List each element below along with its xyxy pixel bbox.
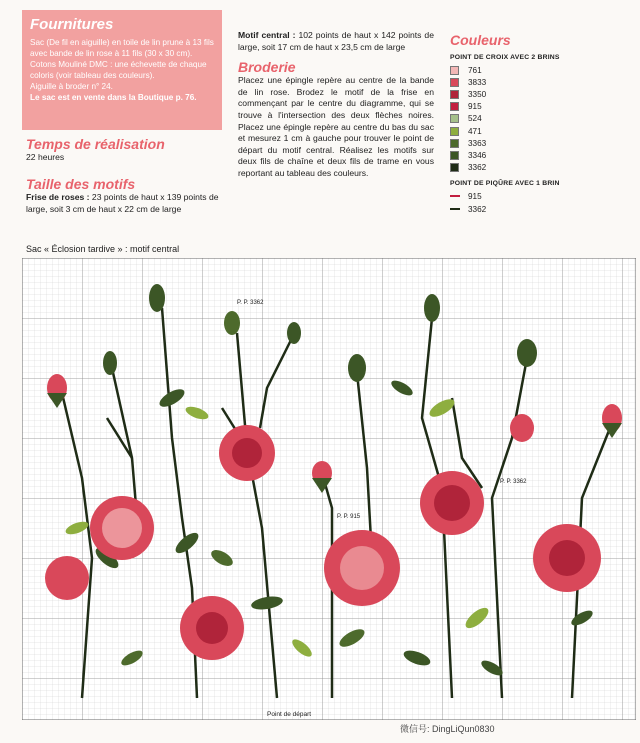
color-code: 3346 [468,150,487,160]
color-code: 3363 [468,138,487,148]
pp-label-1: P. P. 3362 [237,300,264,306]
temps-section [26,136,226,164]
color-swatch [450,151,459,160]
motif-value: 102 points de haut x 142 points de large, soit 17 cm de haut x 23,5 cm de large [238,30,434,52]
color-swatch [450,114,459,123]
croix-color-row [450,162,630,174]
pp-label-3: P. P. 915 [337,514,361,520]
piqure-color-list [450,190,630,216]
color-code: 915 [468,102,482,112]
taille-label: Frise de roses : [26,192,90,202]
piqure-label: POINT DE PIQÛRE AVEC 1 BRIN [450,179,560,187]
motif-broderie-section [238,30,434,180]
color-swatch [450,78,459,87]
line-swatch [450,195,460,197]
color-code: 3362 [468,163,487,173]
fournitures-title: Fournitures [30,16,114,33]
taille-section [26,176,226,215]
couleurs-section [450,32,630,216]
croix-color-row [450,113,630,125]
croix-color-row [450,76,630,88]
color-code: 915 [468,191,482,201]
croix-color-list [450,64,630,174]
color-swatch [450,102,459,111]
motif-label: Motif central : [238,30,296,40]
color-swatch [450,90,459,99]
temps-value: 22 heures [26,152,65,162]
fournitures-line-3: Aiguille à broder n° 24. [30,82,113,91]
fournitures-line-1: Sac (De fil en aiguille) en toile de lin prune à 13 fils avec bande de lin rose à 11 fils (30 x 30 cm). [30,38,214,58]
motif-text [238,30,434,53]
color-code: 3350 [468,89,487,99]
line-swatch [450,208,460,210]
chart-caption: Sac « Éclosion tardive » : motif central [26,244,180,254]
taille-text [26,192,226,215]
color-code: 3362 [468,204,487,214]
piqure-color-row [450,190,630,203]
fournitures-line-4: Le sac est en vente dans la Boutique p. 76. [30,93,197,102]
color-swatch [450,66,459,75]
croix-color-row [450,125,630,137]
cross-stitch-chart [22,258,636,720]
color-code: 471 [468,126,482,136]
croix-color-row [450,64,630,76]
piqure-color-row [450,203,630,216]
color-swatch [450,139,459,148]
color-swatch [450,163,459,172]
temps-title: Temps de réalisation [26,136,165,152]
color-code: 3833 [468,77,487,87]
croix-label: POINT DE CROIX AVEC 2 BRINS [450,54,560,61]
croix-color-row [450,88,630,100]
croix-color-row [450,101,630,113]
fournitures-line-2: Cotons Mouliné DMC : une échevette de chaque coloris (voir tableau des couleurs). [30,60,207,80]
taille-value: 23 points de haut x 139 points de large, soit 3 cm de haut x 22 cm de large [26,192,219,214]
footer-watermark: 微信号: DingLiQun0830 [400,724,495,734]
broderie-text: Placez une épingle repère au centre de la bande de lin rose. Brodez le motif de la frise en commençant par le centre du diagramme, qui se trouve à l'intersection des deux flèches noires. Placez une épingle repère au centre du bas du sac et mesurez 1 cm à gauche pour trouver le point de départ du motif central. Réalisez les motifs sur deux fils de chaîne et deux fils de trame en vous reportant au tableau des couleurs. [238,75,434,178]
taille-title: Taille des motifs [26,176,136,192]
croix-color-row [450,149,630,161]
broderie-title: Broderie [238,59,296,76]
point-depart-label: Point de départ [267,711,312,718]
couleurs-title: Couleurs [450,32,511,48]
color-code: 524 [468,114,482,124]
pp-label-2: P. P. 3362 [500,479,527,485]
fournitures-box [22,10,222,130]
color-swatch [450,127,459,136]
color-code: 761 [468,65,482,75]
croix-color-row [450,137,630,149]
